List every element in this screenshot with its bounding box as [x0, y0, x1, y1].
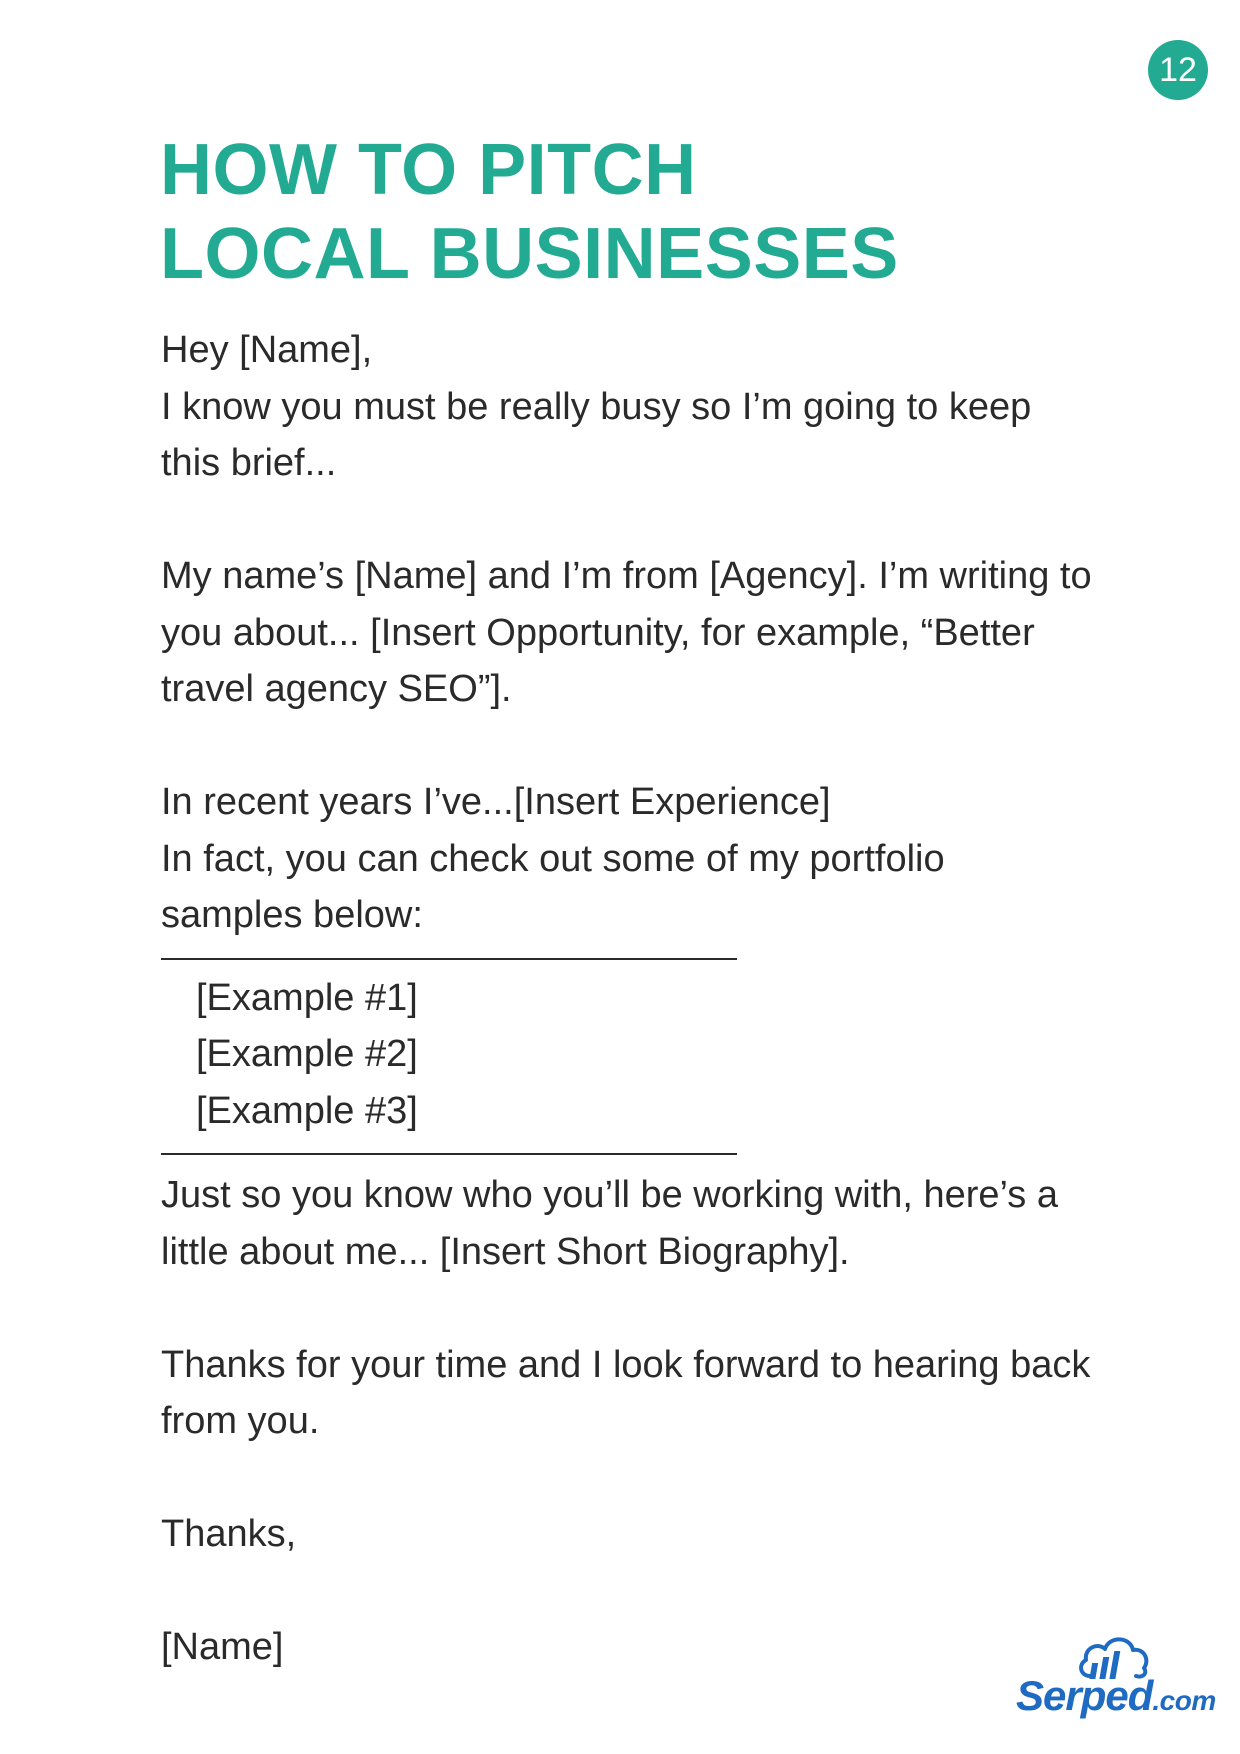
portfolio-example: [Example #3] [196, 1089, 418, 1132]
logo-wordmark-domain: .com [1152, 1685, 1216, 1716]
letter-signoff: Thanks, [161, 1513, 297, 1555]
letter-text-line: samples below: [161, 894, 423, 936]
letter-text-line: In recent years I’ve...[Insert Experience] [161, 781, 831, 823]
letter-text-line: I know you must be really busy so I’m going to keep [161, 385, 1032, 428]
letter-text-line: you about... [Insert Opportunity, for example, “Better [161, 611, 1035, 654]
letter-signature: [Name] [161, 1626, 284, 1668]
portfolio-example: [Example #2] [196, 1033, 418, 1075]
paragraph-spacer [161, 1450, 1111, 1507]
page-number-badge: 12 [1148, 40, 1208, 100]
letter-text-line: In fact, you can check out some of my portfolio [161, 837, 945, 880]
page-title-line-1: HOW TO PITCH [160, 130, 697, 210]
letter-text-line: little about me... [Insert Short Biography]. [161, 1230, 850, 1273]
divider-line [161, 958, 737, 960]
logo-wordmark-main: Serped [1016, 1672, 1153, 1719]
logo-wordmark [1016, 1672, 1216, 1720]
page-title-line-2: LOCAL BUSINESSES [160, 214, 899, 294]
divider-line [161, 1153, 737, 1155]
letter-text-line: travel agency SEO”]. [161, 668, 512, 710]
paragraph-spacer [161, 1563, 1111, 1620]
paragraph-spacer [161, 492, 1111, 549]
serped-logo [1016, 1630, 1216, 1720]
portfolio-example: [Example #1] [196, 976, 418, 1019]
paragraph-spacer [161, 1280, 1111, 1337]
letter-text-line: from you. [161, 1400, 320, 1442]
letter-text-line: Just so you know who you’ll be working with, here’s a [161, 1174, 1058, 1216]
pitch-letter [161, 322, 1111, 1676]
letter-text-line: Thanks for your time and I look forward to hearing back [161, 1343, 1091, 1386]
paragraph-spacer [161, 718, 1111, 775]
letter-text-line: this brief... [161, 442, 337, 484]
letter-greeting: Hey [Name], [161, 329, 373, 371]
page-title [160, 128, 899, 296]
letter-text-line: My name’s [Name] and I’m from [Agency]. I’m writing to [161, 555, 1092, 597]
